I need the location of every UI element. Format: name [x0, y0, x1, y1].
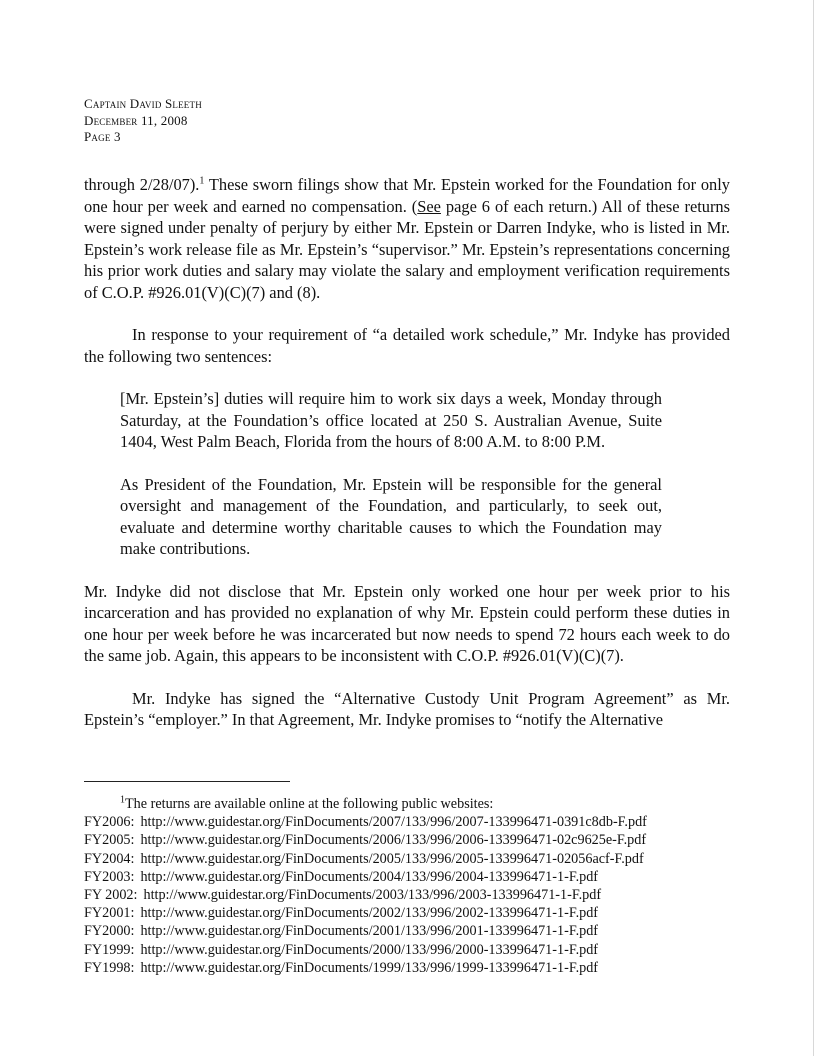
- footnote-url-link[interactable]: http://www.guidestar.org/FinDocuments/2004/133/996/2004-133996471-1-F.pdf: [140, 868, 599, 885]
- footnote-item: [84, 959, 734, 977]
- footnote-url-link[interactable]: http://www.guidestar.org/FinDocuments/2003/133/996/2003-133996471-1-F.pdf: [143, 887, 602, 904]
- footnote-item: [84, 922, 734, 940]
- paragraph-2: In response to your requirement of “a detailed work schedule,” Mr. Indyke has provided the following two sentences:: [84, 325, 730, 366]
- footnote-url-link[interactable]: http://www.guidestar.org/FinDocuments/2000/133/996/2000-133996471-1-F.pdf: [140, 941, 599, 958]
- footnote-url-link[interactable]: http://www.guidestar.org/FinDocuments/2002/133/996/2002-133996471-1-F.pdf: [140, 905, 599, 922]
- letter-header: [84, 96, 202, 146]
- footnote-fy-label: FY 2002:: [84, 887, 138, 904]
- header-recipient: Captain David Sleeth: [84, 96, 202, 111]
- footnote-fy-label: FY2006:: [84, 814, 135, 831]
- footnote-reference: 1: [199, 175, 205, 187]
- footnote-url-link[interactable]: http://www.guidestar.org/FinDocuments/2005/133/996/2005-133996471-02056acf-F.pdf: [140, 850, 644, 867]
- block-quote-1: [Mr. Epstein’s] duties will require him to work six days a week, Monday through Saturday, at the Foundation’s office located at 250 S. Australian Avenue, Suite 1404, West Palm Beach, Florida from the hours of 8:00 A.M. to 8:00 P.M.: [120, 389, 662, 451]
- footnote-url-link[interactable]: http://www.guidestar.org/FinDocuments/1999/133/996/1999-133996471-1-F.pdf: [140, 959, 599, 976]
- footnote-item: [84, 904, 734, 922]
- footnote-fy-label: FY2001:: [84, 905, 135, 922]
- paragraph-4: Mr. Indyke has signed the “Alternative Custody Unit Program Agreement” as Mr. Epstein’s “employer.” In that Agreement, Mr. Indyke promises to “notify the Alternative: [84, 688, 730, 729]
- letter-body: [84, 174, 730, 731]
- block-quote-2: As President of the Foundation, Mr. Epstein will be responsible for the general oversight and management of the Foundation, and particularly, to seek out, evaluate and determine worthy charitable causes to which the Foundation may make contributions.: [120, 474, 662, 558]
- see-citation: See: [417, 196, 441, 216]
- paragraph-3: Mr. Indyke did not disclose that Mr. Epstein only worked one hour per week prior to his incarceration and has provided no explanation of why Mr. Epstein could perform these duties in one hour per week before he was incarcerated but now needs to spend 72 hours each week to do the same job. Again, this appears to be inconsistent with C.O.P. #926.01(V)(C)(7).: [84, 581, 730, 665]
- footnote-fy-label: FY1998:: [84, 959, 135, 976]
- paragraph-1: [84, 174, 730, 303]
- footnote-fy-label: FY2003:: [84, 868, 135, 885]
- footnote-url-link[interactable]: http://www.guidestar.org/FinDocuments/2007/133/996/2007-133996471-0391c8db-F.pdf: [140, 814, 647, 831]
- footnote-intro-text: The returns are available online at the following public websites:: [125, 796, 494, 812]
- page-edge-line: [813, 0, 814, 1056]
- footnote-item: [84, 813, 734, 831]
- paren-open: (: [411, 196, 418, 216]
- header-page-number: Page 3: [84, 129, 121, 144]
- footnote-marker: 1: [120, 794, 125, 806]
- footnote-item: [84, 831, 734, 849]
- footnote-url-link[interactable]: http://www.guidestar.org/FinDocuments/2001/133/996/2001-133996471-1-F.pdf: [140, 923, 599, 940]
- footnote-item: [84, 868, 734, 886]
- header-date: December 11, 2008: [84, 112, 188, 128]
- footnote-item: [84, 850, 734, 868]
- footnote-fy-label: FY2004:: [84, 850, 135, 867]
- footnote-fy-label: FY2005:: [84, 832, 135, 849]
- footnote-item: [84, 941, 734, 959]
- paragraph-1-start: through 2/28/07).: [84, 175, 200, 194]
- footnote-intro: [84, 795, 734, 813]
- footnote-fy-label: FY1999:: [84, 941, 135, 958]
- paragraph-1-middle: These sworn filings show that Mr. Epstein worked for the Foundation for only one hour per week and earned no compensation.: [84, 175, 730, 216]
- footnote-section: [84, 795, 734, 977]
- paragraph-1-end: All of these returns were signed under penalty of perjury by either Mr. Epstein or Darren Indyke, who is listed in Mr. Epstein’s work release file as Mr. Epstein’s “supervisor.” Mr. Epstein’s representations concerning his prior work duties and salary may violate the salary and employment verification requirements of C.O.P. #926.01(V)(C)(7) and (8).: [84, 196, 731, 302]
- footnote-fy-label: FY2000:: [84, 923, 135, 940]
- footnote-url-link[interactable]: http://www.guidestar.org/FinDocuments/2006/133/996/2006-133996471-02c9625e-F.pdf: [140, 832, 647, 849]
- paren-rest: page 6 of each return.): [440, 196, 598, 216]
- footnote-item: [84, 886, 734, 904]
- footnote-separator: [84, 781, 290, 782]
